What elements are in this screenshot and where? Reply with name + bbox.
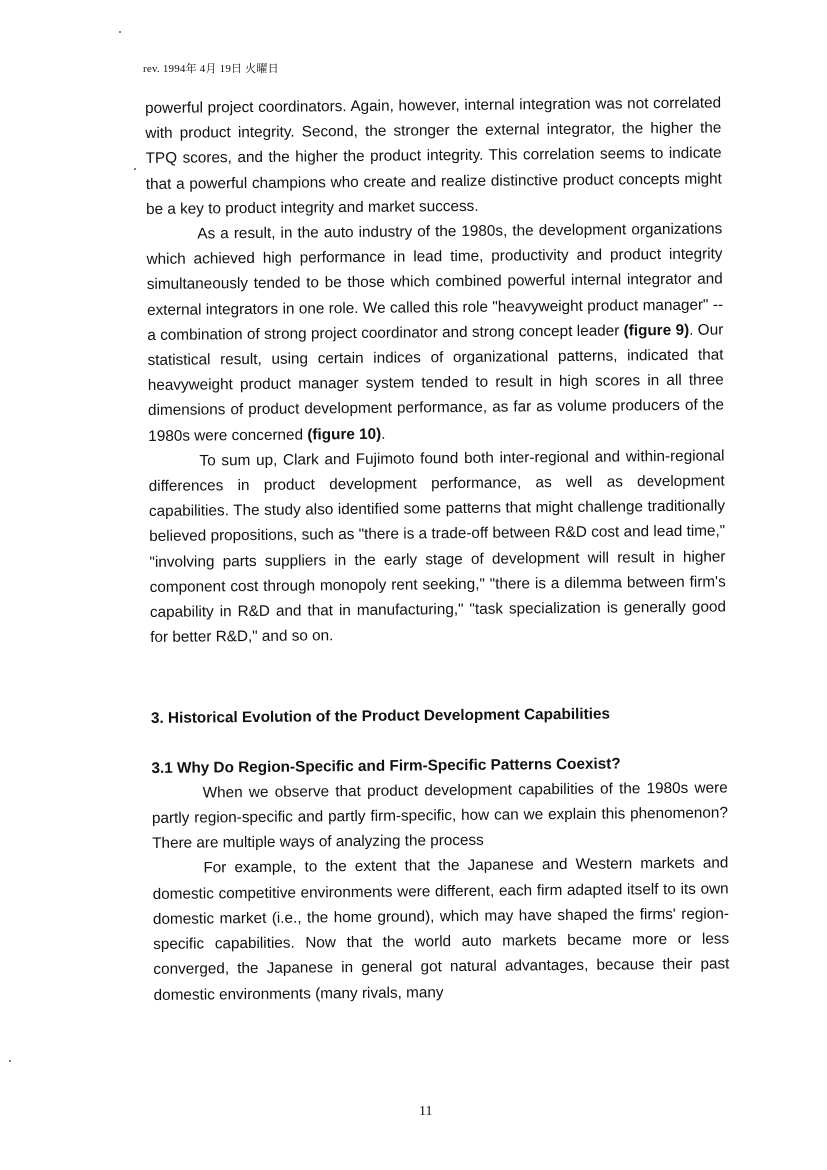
paragraph-5: For example, to the extent that the Japanese and Western markets and domestic competitive environments were different, each firm adapted itself to its own domestic market (i.e., the home ground), which may have shaped the firms' region-specific capabilities. Now that the world auto markets became more or less converged, the Japanese in general got natural advantages, because their past domestic environments (many rivals, many: [152, 854, 730, 1004]
paragraph-2-text-c: .: [381, 425, 386, 443]
scan-speck: [134, 168, 136, 170]
page-number: 11: [419, 1104, 433, 1119]
subsection-heading: 3.1 Why Do Region-Specific and Firm-Specific Patterns Coexist?: [151, 755, 621, 777]
paragraph-1: powerful project coordinators. Again, however, internal integration was not correlated with product integrity. Second, the stronger the external integrator, the higher the TPQ scores, and the higher the product integrity. This correlation seems to indicate that a powerful champions who create and realize distinctive product concepts might be a key to product integrity and market success.: [145, 94, 722, 218]
main-text: [145, 90, 730, 1007]
figure-9-reference: (figure 9): [623, 321, 690, 340]
figure-10-reference: (figure 10): [307, 425, 382, 444]
scan-speck: [9, 1060, 11, 1062]
revision-header: rev. 1994年 4月 19日 火曜日: [143, 63, 279, 75]
section-heading: 3. Historical Evolution of the Product Development Capabilities: [150, 706, 611, 728]
paragraph-2: [146, 216, 724, 448]
paragraph-2-text-b: . Our statistical result, using certain indices of organizational patterns, indicated that heavyweight product manager system tended to result in high scores in all three dimensions of product development performance, as far as volume producers of the 1980s were concerned: [147, 321, 725, 445]
paragraph-3: To sum up, Clark and Fujimoto found both inter-regional and within-regional differences in product development performance, as well as development capabilities. The study also identified some patterns that might challenge traditionally believed propositions, such as "there is a trade-off between R&D cost and lead time," "involving parts suppliers in the early stage of development will result in higher component cost through monopoly rent seeking," "there is a dilemma between firm's capability in R&D and that in manufacturing," "task specialization is generally good for better R&D," and so on.: [148, 447, 727, 647]
paragraph-2-text-a: As a result, in the auto industry of the 1980s, the development organizations which achieved high performance in lead time, productivity and product integrity simultaneously tended to be those which combined powerful internal integrator and external integrators in one role. We called this role "heavyweight product manager" -- a combination of strong project coordinator and strong concept leader: [146, 220, 724, 344]
scan-speck: [119, 31, 121, 33]
paragraph-4: When we observe that product development capabilities of the 1980s were partly region-specific and partly firm-specific, how can we explain this phenomenon? There are multiple ways of analyzing the process: [151, 779, 728, 853]
